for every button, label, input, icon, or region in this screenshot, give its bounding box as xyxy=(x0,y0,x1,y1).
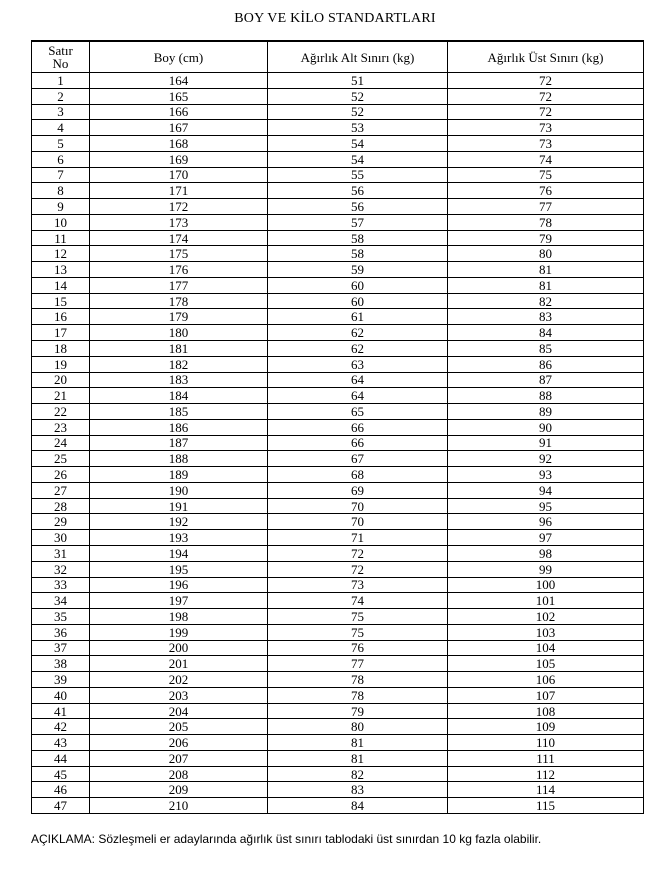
cell-max-weight: 77 xyxy=(448,199,644,215)
table-row xyxy=(32,687,644,703)
cell-height: 189 xyxy=(90,467,268,483)
table-row xyxy=(32,703,644,719)
cell-max-weight: 87 xyxy=(448,372,644,388)
table-row xyxy=(32,372,644,388)
cell-row-number: 3 xyxy=(32,104,90,120)
cell-min-weight: 63 xyxy=(268,356,448,372)
cell-max-weight: 75 xyxy=(448,167,644,183)
cell-min-weight: 53 xyxy=(268,120,448,136)
cell-row-number: 38 xyxy=(32,656,90,672)
document-title: BOY VE KİLO STANDARTLARI xyxy=(234,11,436,26)
cell-row-number: 41 xyxy=(32,703,90,719)
cell-min-weight: 71 xyxy=(268,530,448,546)
cell-max-weight: 115 xyxy=(448,798,644,814)
cell-min-weight: 57 xyxy=(268,214,448,230)
table-row xyxy=(32,577,644,593)
cell-row-number: 37 xyxy=(32,640,90,656)
cell-height: 186 xyxy=(90,419,268,435)
table-row xyxy=(32,798,644,814)
cell-min-weight: 80 xyxy=(268,719,448,735)
header-min-weight: Ağırlık Alt Sınırı (kg) xyxy=(268,41,448,73)
table-row xyxy=(32,640,644,656)
cell-min-weight: 62 xyxy=(268,325,448,341)
cell-max-weight: 80 xyxy=(448,246,644,262)
cell-max-weight: 109 xyxy=(448,719,644,735)
table-row xyxy=(32,136,644,152)
table-row xyxy=(32,719,644,735)
table-row xyxy=(32,325,644,341)
explanation-note: AÇIKLAMA: Sözleşmeli er adaylarında ağırlık üst sınırı tablodaki üst sınırdan 10 kg fazla olabilir. xyxy=(31,832,542,846)
cell-height: 173 xyxy=(90,214,268,230)
table-row xyxy=(32,545,644,561)
cell-height: 181 xyxy=(90,341,268,357)
cell-height: 204 xyxy=(90,703,268,719)
cell-max-weight: 106 xyxy=(448,672,644,688)
cell-height: 167 xyxy=(90,120,268,136)
cell-height: 192 xyxy=(90,514,268,530)
cell-height: 184 xyxy=(90,388,268,404)
table-row xyxy=(32,435,644,451)
cell-min-weight: 60 xyxy=(268,293,448,309)
table-row xyxy=(32,356,644,372)
cell-max-weight: 101 xyxy=(448,593,644,609)
cell-height: 198 xyxy=(90,609,268,625)
cell-max-weight: 79 xyxy=(448,230,644,246)
table-row xyxy=(32,561,644,577)
cell-row-number: 20 xyxy=(32,372,90,388)
cell-max-weight: 82 xyxy=(448,293,644,309)
table-row xyxy=(32,73,644,89)
table-row xyxy=(32,293,644,309)
cell-min-weight: 58 xyxy=(268,246,448,262)
cell-height: 201 xyxy=(90,656,268,672)
header-row-number-line1: Satır xyxy=(48,43,73,58)
table-row xyxy=(32,404,644,420)
cell-min-weight: 68 xyxy=(268,467,448,483)
cell-height: 208 xyxy=(90,766,268,782)
cell-min-weight: 75 xyxy=(268,609,448,625)
cell-min-weight: 56 xyxy=(268,199,448,215)
cell-row-number: 12 xyxy=(32,246,90,262)
cell-min-weight: 52 xyxy=(268,104,448,120)
cell-min-weight: 66 xyxy=(268,435,448,451)
cell-max-weight: 93 xyxy=(448,467,644,483)
cell-max-weight: 78 xyxy=(448,214,644,230)
cell-row-number: 31 xyxy=(32,545,90,561)
cell-height: 187 xyxy=(90,435,268,451)
cell-row-number: 44 xyxy=(32,750,90,766)
cell-max-weight: 105 xyxy=(448,656,644,672)
cell-row-number: 22 xyxy=(32,404,90,420)
cell-height: 171 xyxy=(90,183,268,199)
cell-min-weight: 74 xyxy=(268,593,448,609)
table-row xyxy=(32,199,644,215)
cell-min-weight: 69 xyxy=(268,482,448,498)
cell-height: 196 xyxy=(90,577,268,593)
cell-row-number: 17 xyxy=(32,325,90,341)
cell-max-weight: 95 xyxy=(448,498,644,514)
cell-min-weight: 72 xyxy=(268,561,448,577)
cell-height: 172 xyxy=(90,199,268,215)
cell-height: 178 xyxy=(90,293,268,309)
table-row xyxy=(32,120,644,136)
cell-height: 183 xyxy=(90,372,268,388)
cell-row-number: 43 xyxy=(32,735,90,751)
cell-height: 165 xyxy=(90,88,268,104)
cell-min-weight: 58 xyxy=(268,230,448,246)
cell-min-weight: 60 xyxy=(268,277,448,293)
table-header-row xyxy=(32,41,644,73)
cell-row-number: 45 xyxy=(32,766,90,782)
cell-max-weight: 73 xyxy=(448,136,644,152)
cell-min-weight: 56 xyxy=(268,183,448,199)
table-row xyxy=(32,419,644,435)
cell-height: 191 xyxy=(90,498,268,514)
cell-row-number: 1 xyxy=(32,73,90,89)
cell-max-weight: 81 xyxy=(448,277,644,293)
cell-height: 164 xyxy=(90,73,268,89)
table-row xyxy=(32,593,644,609)
cell-min-weight: 79 xyxy=(268,703,448,719)
table-row xyxy=(32,514,644,530)
cell-max-weight: 104 xyxy=(448,640,644,656)
cell-height: 205 xyxy=(90,719,268,735)
cell-max-weight: 88 xyxy=(448,388,644,404)
cell-min-weight: 75 xyxy=(268,624,448,640)
cell-min-weight: 78 xyxy=(268,672,448,688)
cell-height: 177 xyxy=(90,277,268,293)
cell-row-number: 16 xyxy=(32,309,90,325)
cell-min-weight: 59 xyxy=(268,262,448,278)
cell-max-weight: 94 xyxy=(448,482,644,498)
cell-row-number: 36 xyxy=(32,624,90,640)
cell-row-number: 23 xyxy=(32,419,90,435)
cell-min-weight: 64 xyxy=(268,388,448,404)
cell-min-weight: 82 xyxy=(268,766,448,782)
cell-max-weight: 74 xyxy=(448,151,644,167)
cell-row-number: 8 xyxy=(32,183,90,199)
cell-row-number: 29 xyxy=(32,514,90,530)
cell-row-number: 39 xyxy=(32,672,90,688)
table-row xyxy=(32,183,644,199)
cell-row-number: 9 xyxy=(32,199,90,215)
cell-max-weight: 76 xyxy=(448,183,644,199)
table-row xyxy=(32,309,644,325)
cell-max-weight: 90 xyxy=(448,419,644,435)
height-weight-table xyxy=(31,40,644,814)
cell-height: 199 xyxy=(90,624,268,640)
cell-row-number: 18 xyxy=(32,341,90,357)
table-row xyxy=(32,750,644,766)
cell-max-weight: 107 xyxy=(448,687,644,703)
table-row xyxy=(32,277,644,293)
table-row xyxy=(32,782,644,798)
cell-row-number: 47 xyxy=(32,798,90,814)
cell-max-weight: 114 xyxy=(448,782,644,798)
cell-min-weight: 51 xyxy=(268,73,448,89)
table-row xyxy=(32,656,644,672)
table-row xyxy=(32,246,644,262)
cell-max-weight: 102 xyxy=(448,609,644,625)
cell-min-weight: 77 xyxy=(268,656,448,672)
table-row xyxy=(32,151,644,167)
cell-height: 209 xyxy=(90,782,268,798)
cell-row-number: 32 xyxy=(32,561,90,577)
cell-height: 185 xyxy=(90,404,268,420)
cell-row-number: 4 xyxy=(32,120,90,136)
cell-min-weight: 81 xyxy=(268,735,448,751)
cell-max-weight: 91 xyxy=(448,435,644,451)
cell-height: 193 xyxy=(90,530,268,546)
cell-row-number: 46 xyxy=(32,782,90,798)
cell-max-weight: 83 xyxy=(448,309,644,325)
table-row xyxy=(32,482,644,498)
cell-min-weight: 84 xyxy=(268,798,448,814)
cell-max-weight: 85 xyxy=(448,341,644,357)
cell-height: 197 xyxy=(90,593,268,609)
cell-height: 194 xyxy=(90,545,268,561)
cell-max-weight: 86 xyxy=(448,356,644,372)
cell-height: 195 xyxy=(90,561,268,577)
table-row xyxy=(32,262,644,278)
cell-height: 202 xyxy=(90,672,268,688)
cell-row-number: 6 xyxy=(32,151,90,167)
cell-row-number: 34 xyxy=(32,593,90,609)
cell-row-number: 19 xyxy=(32,356,90,372)
table-row xyxy=(32,341,644,357)
cell-max-weight: 89 xyxy=(448,404,644,420)
cell-row-number: 10 xyxy=(32,214,90,230)
table-row xyxy=(32,530,644,546)
table-row xyxy=(32,388,644,404)
cell-min-weight: 64 xyxy=(268,372,448,388)
cell-row-number: 21 xyxy=(32,388,90,404)
cell-min-weight: 70 xyxy=(268,498,448,514)
cell-row-number: 27 xyxy=(32,482,90,498)
cell-max-weight: 81 xyxy=(448,262,644,278)
table-row xyxy=(32,230,644,246)
cell-row-number: 24 xyxy=(32,435,90,451)
cell-height: 170 xyxy=(90,167,268,183)
cell-row-number: 14 xyxy=(32,277,90,293)
cell-min-weight: 83 xyxy=(268,782,448,798)
cell-height: 168 xyxy=(90,136,268,152)
cell-max-weight: 100 xyxy=(448,577,644,593)
cell-min-weight: 76 xyxy=(268,640,448,656)
cell-min-weight: 54 xyxy=(268,151,448,167)
cell-min-weight: 73 xyxy=(268,577,448,593)
cell-min-weight: 72 xyxy=(268,545,448,561)
cell-height: 188 xyxy=(90,451,268,467)
cell-row-number: 13 xyxy=(32,262,90,278)
table-row xyxy=(32,498,644,514)
cell-min-weight: 78 xyxy=(268,687,448,703)
cell-max-weight: 72 xyxy=(448,73,644,89)
header-row-number-line2: No xyxy=(52,56,69,71)
cell-row-number: 33 xyxy=(32,577,90,593)
cell-height: 169 xyxy=(90,151,268,167)
cell-height: 200 xyxy=(90,640,268,656)
table-row xyxy=(32,167,644,183)
cell-min-weight: 61 xyxy=(268,309,448,325)
cell-row-number: 25 xyxy=(32,451,90,467)
cell-max-weight: 98 xyxy=(448,545,644,561)
cell-height: 182 xyxy=(90,356,268,372)
table-row xyxy=(32,467,644,483)
cell-height: 174 xyxy=(90,230,268,246)
cell-max-weight: 110 xyxy=(448,735,644,751)
cell-max-weight: 92 xyxy=(448,451,644,467)
cell-max-weight: 73 xyxy=(448,120,644,136)
header-row-number xyxy=(32,41,90,73)
cell-height: 180 xyxy=(90,325,268,341)
table-row xyxy=(32,214,644,230)
header-max-weight: Ağırlık Üst Sınırı (kg) xyxy=(448,41,644,73)
cell-height: 190 xyxy=(90,482,268,498)
cell-max-weight: 112 xyxy=(448,766,644,782)
table-row xyxy=(32,609,644,625)
table-row xyxy=(32,104,644,120)
cell-max-weight: 99 xyxy=(448,561,644,577)
cell-row-number: 7 xyxy=(32,167,90,183)
cell-max-weight: 72 xyxy=(448,88,644,104)
cell-height: 179 xyxy=(90,309,268,325)
cell-min-weight: 66 xyxy=(268,419,448,435)
cell-height: 176 xyxy=(90,262,268,278)
cell-row-number: 26 xyxy=(32,467,90,483)
cell-max-weight: 84 xyxy=(448,325,644,341)
cell-height: 203 xyxy=(90,687,268,703)
cell-height: 206 xyxy=(90,735,268,751)
table-row xyxy=(32,672,644,688)
cell-row-number: 11 xyxy=(32,230,90,246)
cell-row-number: 35 xyxy=(32,609,90,625)
cell-height: 207 xyxy=(90,750,268,766)
table-row xyxy=(32,735,644,751)
cell-min-weight: 65 xyxy=(268,404,448,420)
cell-min-weight: 52 xyxy=(268,88,448,104)
cell-max-weight: 111 xyxy=(448,750,644,766)
cell-max-weight: 72 xyxy=(448,104,644,120)
cell-height: 210 xyxy=(90,798,268,814)
table-row xyxy=(32,451,644,467)
cell-min-weight: 81 xyxy=(268,750,448,766)
cell-height: 166 xyxy=(90,104,268,120)
cell-row-number: 42 xyxy=(32,719,90,735)
table-row xyxy=(32,624,644,640)
cell-row-number: 2 xyxy=(32,88,90,104)
cell-row-number: 5 xyxy=(32,136,90,152)
cell-max-weight: 96 xyxy=(448,514,644,530)
table-row xyxy=(32,766,644,782)
cell-max-weight: 103 xyxy=(448,624,644,640)
cell-max-weight: 108 xyxy=(448,703,644,719)
cell-row-number: 15 xyxy=(32,293,90,309)
cell-min-weight: 70 xyxy=(268,514,448,530)
cell-min-weight: 67 xyxy=(268,451,448,467)
cell-row-number: 28 xyxy=(32,498,90,514)
table-row xyxy=(32,88,644,104)
cell-min-weight: 55 xyxy=(268,167,448,183)
table-body xyxy=(32,73,644,814)
header-height: Boy (cm) xyxy=(90,41,268,73)
cell-max-weight: 97 xyxy=(448,530,644,546)
cell-row-number: 40 xyxy=(32,687,90,703)
cell-min-weight: 62 xyxy=(268,341,448,357)
cell-row-number: 30 xyxy=(32,530,90,546)
cell-min-weight: 54 xyxy=(268,136,448,152)
cell-height: 175 xyxy=(90,246,268,262)
